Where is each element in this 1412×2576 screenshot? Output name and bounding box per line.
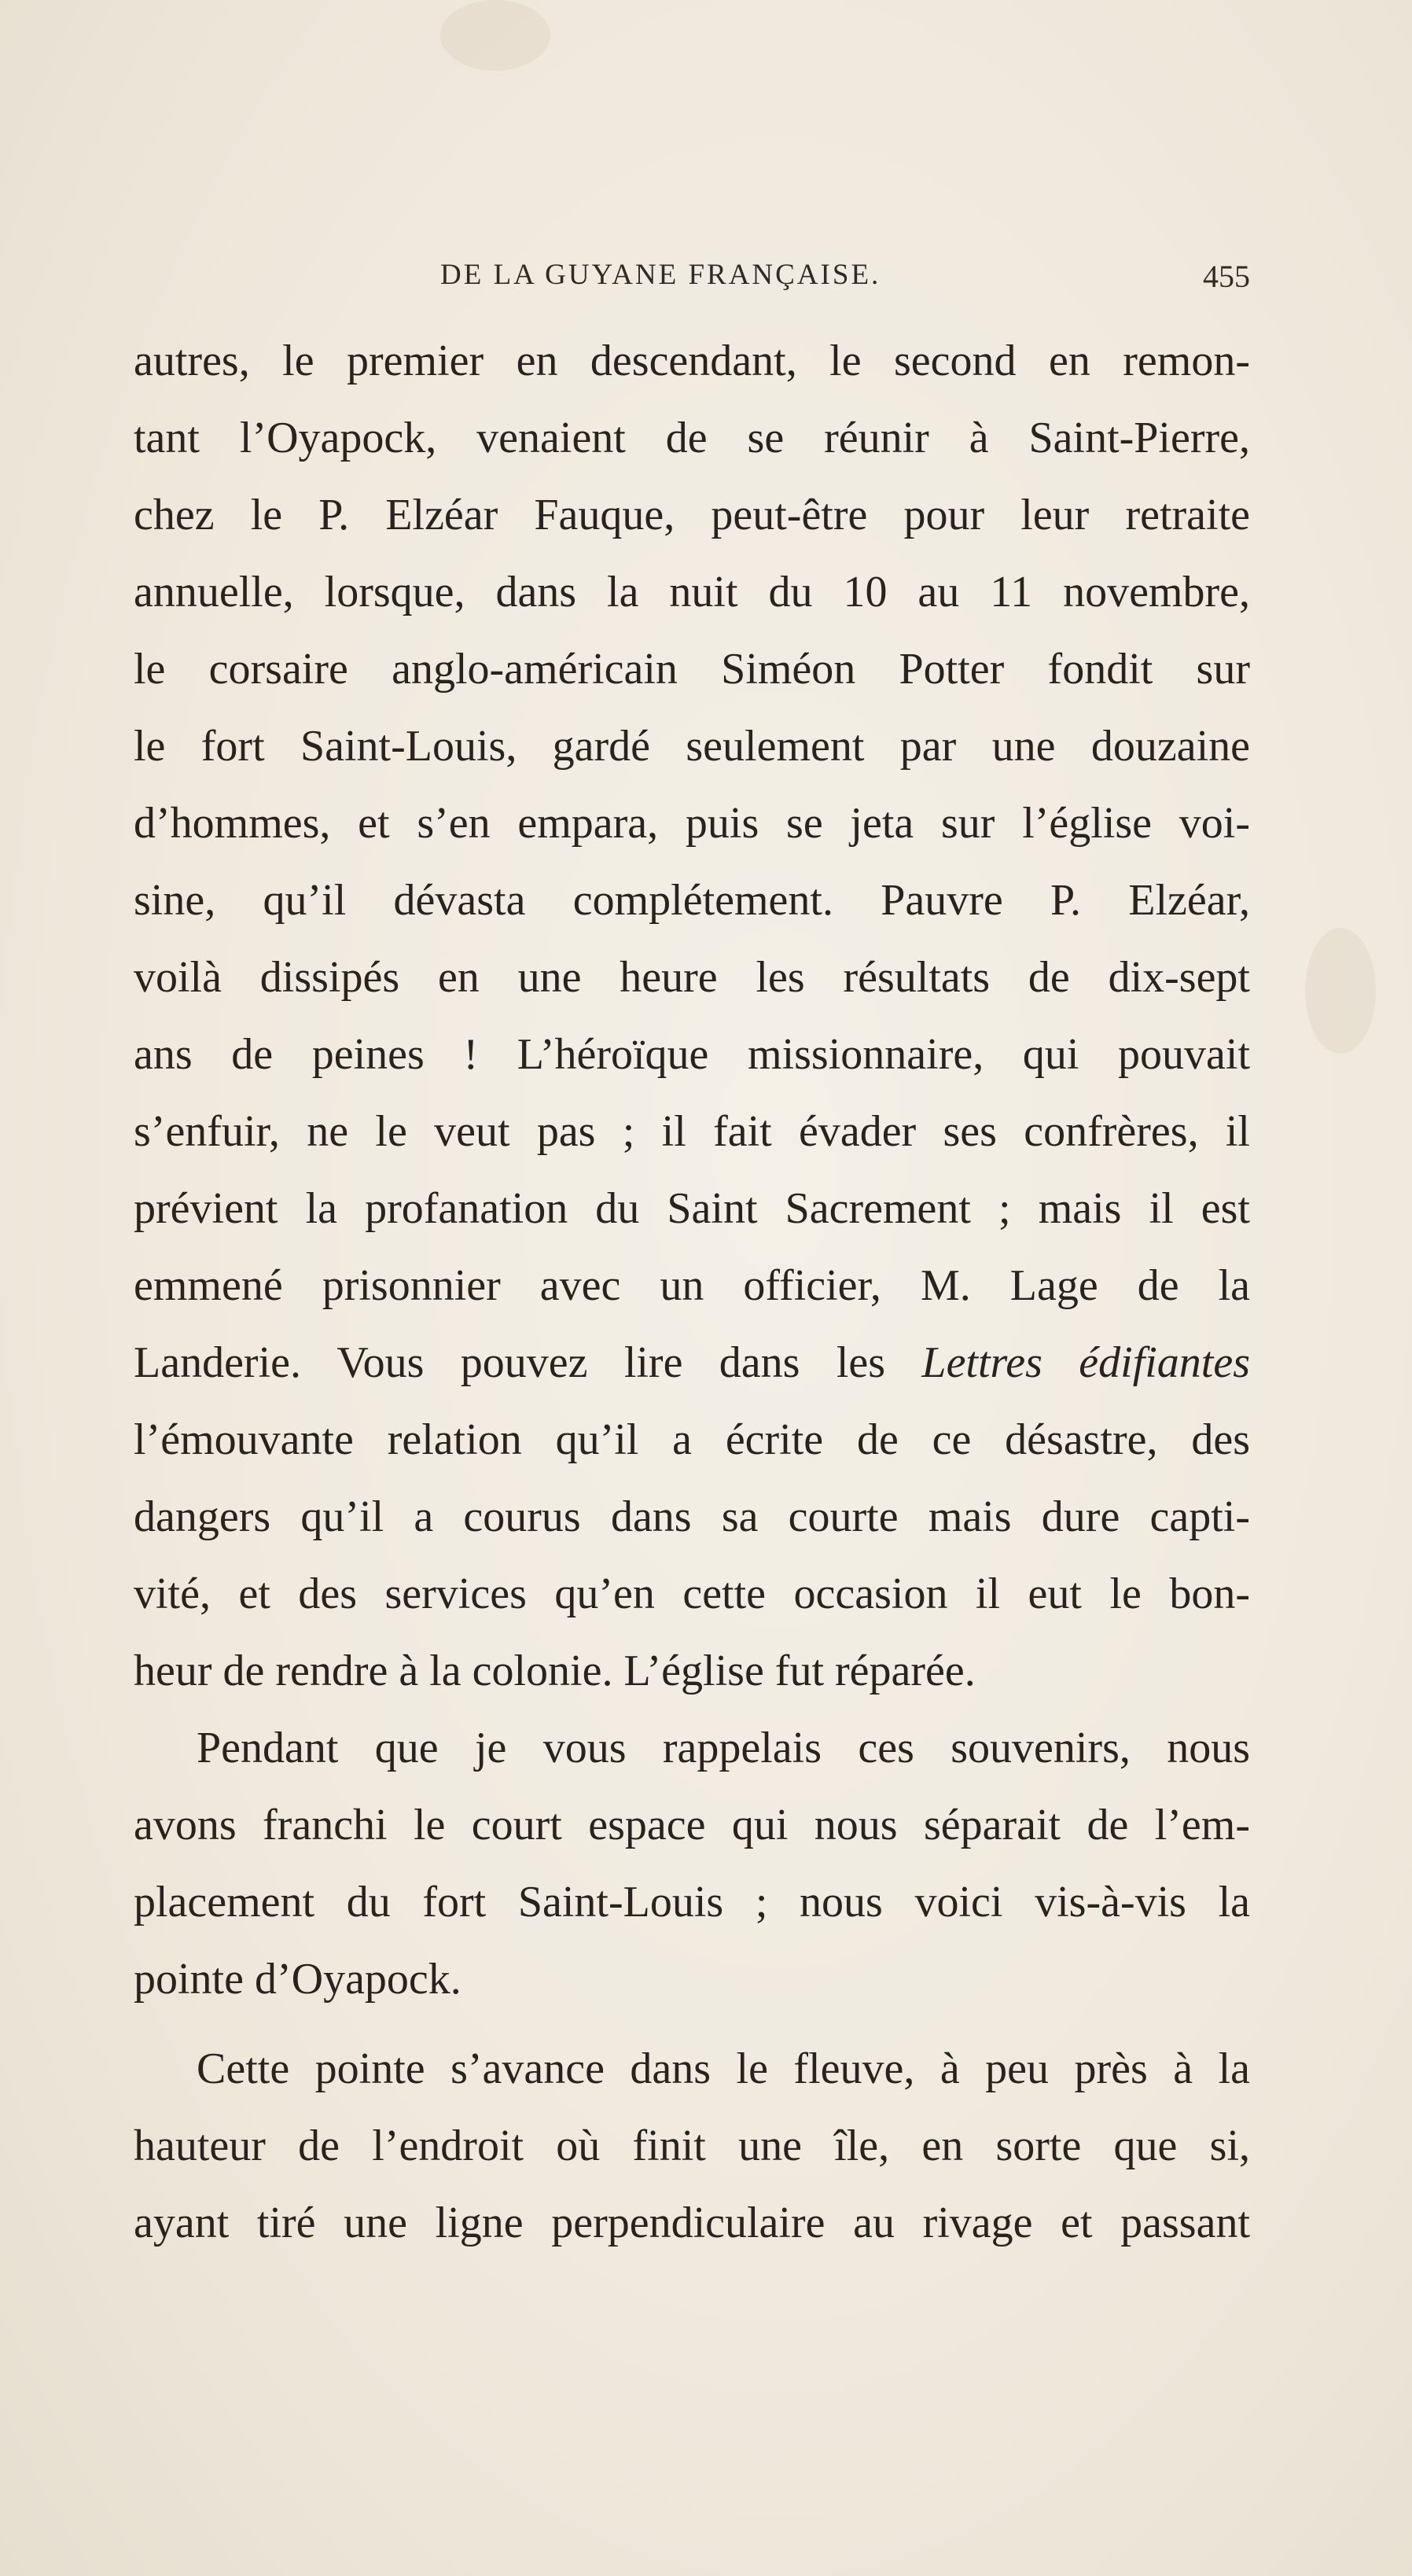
paragraph-first-line: Cette pointe s’avance dans le fleuve, à peu près à la [197, 2044, 1250, 2093]
body-text [134, 322, 1250, 2261]
text-line: voilà dissipés en une heure les résultats de dix-sept [134, 953, 1250, 1002]
text-line: dangers qu’il a courus dans sa courte mais dure capti- [134, 1492, 1250, 1541]
text-line: sine, qu’il dévasta complétement. Pauvre P. Elzéar, [134, 876, 1250, 925]
text-line: prévient la profanation du Saint Sacrement ; mais il est [134, 1184, 1250, 1233]
paragraph-first-line: Pendant que je vous rappelais ces souvenirs, nous [197, 1724, 1250, 1772]
text-line: le fort Saint-Louis, gardé seulement par une douzaine [134, 722, 1250, 771]
text-line: pointe d’Oyapock. [134, 1955, 461, 2004]
text-line: chez le P. Elzéar Fauque, peut-être pour leur retraite [134, 491, 1250, 539]
text-line: vité, et des services qu’en cette occasion il eut le bon- [134, 1570, 1250, 1618]
text-line-with-title [134, 1324, 1250, 1401]
book-title: Lettres édifiantes [921, 1338, 1251, 1387]
text-line: autres, le premier en descendant, le second en remon- [134, 337, 1250, 385]
paper-stain [440, 0, 550, 71]
text-line: tant l’Oyapock, venaient de se réunir à Saint-Pierre, [134, 414, 1250, 462]
text-line: hauteur de l’endroit où finit une île, en sorte que si, [134, 2122, 1250, 2170]
text-line: l’émouvante relation qu’il a écrite de ce désastre, des [134, 1415, 1250, 1464]
text-line: ayant tiré une ligne perpendiculaire au rivage et passant [134, 2199, 1250, 2247]
page-number: 455 [1203, 259, 1250, 294]
text-line: placement du fort Saint-Louis ; nous voici vis-à-vis la [134, 1878, 1250, 1926]
text-line: le corsaire anglo-américain Siméon Potter fondit sur [134, 645, 1250, 694]
paper-stain [1305, 928, 1376, 1054]
text-fragment: Landerie. Vous pouvez lire dans les [134, 1338, 886, 1387]
text-line: heur de rendre à la colonie. L’église fut réparée. [134, 1647, 976, 1695]
text-line: s’enfuir, ne le veut pas ; il fait évader ses confrères, il [134, 1107, 1250, 1156]
page-header [134, 258, 1250, 305]
text-line: avons franchi le court espace qui nous séparait de l’em- [134, 1801, 1250, 1849]
text-line: emmené prisonnier avec un officier, M. Lage de la [134, 1261, 1250, 1310]
text-line: annuelle, lorsque, dans la nuit du 10 au 11 novembre, [134, 568, 1250, 616]
text-line: d’hommes, et s’en empara, puis se jeta sur l’église voi- [134, 799, 1250, 848]
text-line: ans de peines ! L’héroïque missionnaire, qui pouvait [134, 1030, 1250, 1079]
running-title: DE LA GUYANE FRANÇAISE. [440, 259, 881, 291]
